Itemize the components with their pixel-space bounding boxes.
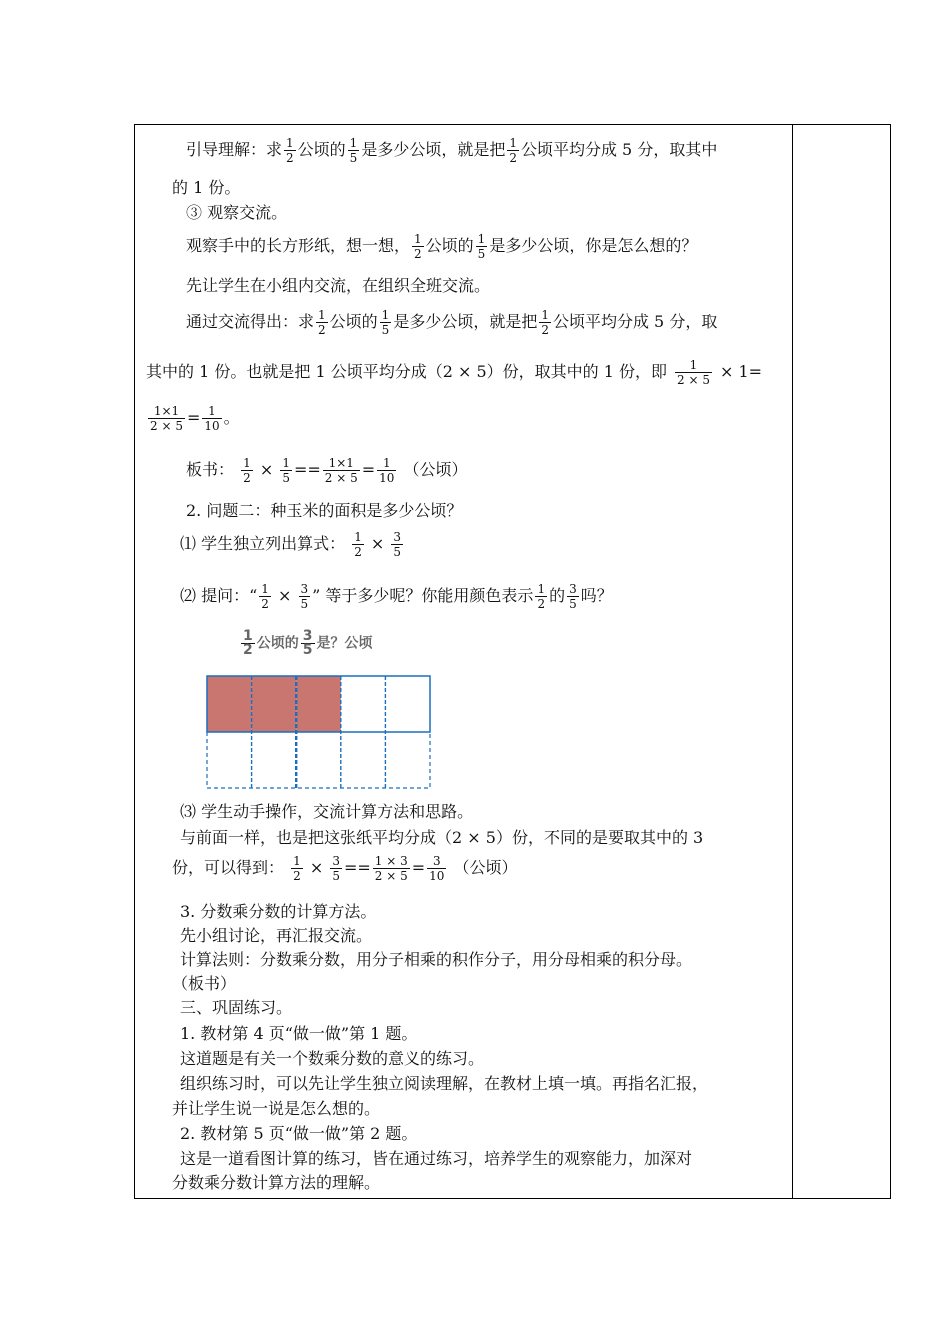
fraction-denominator: 2 <box>286 151 294 165</box>
shaded-cell <box>296 676 341 732</box>
bottom-row-outline <box>207 732 430 788</box>
fraction-denominator: 2 × 5 <box>150 419 183 433</box>
text-line: 这是一道看图计算的练习，皆在通过练习，培养学生的观察能力，加深对 <box>180 1149 693 1168</box>
text-span: × <box>278 586 292 605</box>
text-line: 先让学生在小组内交流，在组织全班交流。 <box>186 276 491 295</box>
fraction <box>373 854 410 883</box>
text-span: 是多少公顷，就是把 <box>361 140 506 159</box>
fraction-numerator: 1×1 <box>148 404 185 419</box>
fraction-denominator: 2 × 5 <box>677 373 710 387</box>
text-line: 与前面一样，也是把这张纸平均分成（2 × 5）份，不同的是要取其中的 3 <box>180 828 704 847</box>
fraction-numerator: 1×1 <box>323 456 360 471</box>
text-span: 其中的 1 份。也就是把 1 公顷平均分成（2 × 5）份，取其中的 1 份，即 <box>146 362 667 381</box>
text-line <box>146 358 762 387</box>
fraction-numerator: 3 <box>302 628 313 644</box>
fraction-numerator: 1 <box>318 308 326 322</box>
fraction-denominator: 5 <box>300 597 309 611</box>
text-span: 吗？ <box>580 586 613 605</box>
text-span: 的 <box>549 586 566 605</box>
fraction-denominator: 2 <box>541 323 549 337</box>
fraction-numerator: 3 <box>427 854 446 869</box>
fraction <box>291 854 303 883</box>
text-span: 是多少公顷，你是怎么想的？ <box>489 236 698 255</box>
text-line: ③ 观察交流。 <box>186 203 288 222</box>
text-line: 并让学生说一说是怎么想的。 <box>172 1099 381 1118</box>
fraction-denominator: 2 <box>243 471 251 485</box>
fraction-numerator: 1 <box>202 404 221 419</box>
fraction <box>316 308 328 337</box>
fraction-numerator: 1 <box>477 232 486 246</box>
fraction-denominator: 5 <box>302 642 313 658</box>
fraction-numerator: 1 <box>537 582 546 596</box>
fraction-denominator: 2 × 5 <box>374 869 408 883</box>
fraction-numerator: 3 <box>332 854 340 868</box>
fraction-numerator: 1 <box>282 456 290 470</box>
fraction <box>675 358 712 387</box>
text-line: 这道题是有关一个数乘分数的意义的练习。 <box>180 1049 485 1068</box>
text-line <box>186 232 697 261</box>
fraction <box>535 582 547 611</box>
fraction-numerator: 1 <box>243 628 253 644</box>
text-span: × 1= <box>719 362 763 381</box>
text-line: 三、巩固练习。 <box>180 998 293 1017</box>
text-span: == <box>343 858 371 877</box>
fraction-denominator: 2 <box>414 247 422 261</box>
text-line <box>186 456 468 485</box>
fraction-numerator: 1 <box>293 854 301 868</box>
text-line: 2. 教材第 5 页“做一做”第 2 题。 <box>180 1124 418 1143</box>
fraction-denominator: 10 <box>204 419 220 433</box>
text-line: 1. 教材第 4 页“做一做”第 1 题。 <box>180 1024 418 1043</box>
text-span: 公顷的 <box>425 236 474 255</box>
text-span: 公顷平均分成 5 分，取 <box>552 312 718 331</box>
fraction <box>476 232 488 261</box>
text-span: 是？公顷 <box>316 635 373 652</box>
fraction <box>348 136 360 165</box>
text-span: = <box>411 858 426 877</box>
text-span: ⑵ 提问：“ <box>180 586 258 605</box>
text-line: 组织练习时，可以先让学生独立阅读理解，在教材上填一填。再指名汇报， <box>180 1074 709 1093</box>
text-line: 先小组讨论，再汇报交流。 <box>180 926 373 945</box>
text-span: 通过交流得出：求 <box>186 312 315 331</box>
fraction <box>148 404 185 433</box>
fraction-denominator: 2 <box>537 597 546 611</box>
fraction-figure <box>206 636 436 796</box>
text-span: 公顷的 <box>297 140 346 159</box>
fraction <box>202 404 221 433</box>
fraction-numerator: 1 <box>381 308 390 322</box>
text-span: 。 <box>223 408 240 427</box>
fraction <box>380 308 392 337</box>
fraction <box>539 308 551 337</box>
text-span: ” 等于多少呢？你能用颜色表示 <box>312 586 534 605</box>
fraction <box>391 530 403 559</box>
figure-cells <box>207 676 341 732</box>
fraction-denominator: 5 <box>393 545 402 559</box>
text-span: 是多少公顷，就是把 <box>393 312 538 331</box>
fraction-numerator: 1 <box>509 136 517 150</box>
text-span: 公顷的 <box>329 312 378 331</box>
fraction-denominator: 2 <box>243 642 253 658</box>
text-span: 公顷的 <box>256 635 299 652</box>
fraction-denominator: 10 <box>379 471 395 485</box>
text-line: （板书） <box>172 974 237 993</box>
text-span: 引导理解：求 <box>186 140 283 159</box>
text-span: = <box>361 460 376 479</box>
text-line <box>186 308 717 337</box>
text-line: 计算法则：分数乘分数，用分子相乘的积作分子，用分母相乘的积分母。 <box>180 950 693 969</box>
shaded-cell <box>207 676 252 732</box>
text-line: $\frac{1\times 1}{2 \times 5}$ = $\frac{1}{10}$ 。 <box>150 404 240 433</box>
fraction <box>567 582 579 611</box>
text-span: 份，可以得到： <box>172 858 285 877</box>
fraction-denominator: 2 <box>509 151 517 165</box>
fraction <box>427 854 446 883</box>
fraction-numerator: 1 <box>377 456 396 471</box>
text-line <box>180 530 405 559</box>
text-span: × <box>309 858 324 877</box>
fraction-numerator: 1 <box>354 530 362 544</box>
fraction <box>323 456 360 485</box>
text-span: × <box>370 534 385 553</box>
fraction <box>352 530 364 559</box>
table-column-divider <box>792 124 793 1199</box>
fraction-numerator: 1 <box>414 232 422 246</box>
fraction-denominator: 5 <box>349 151 358 165</box>
fraction-denominator: 2 <box>354 545 362 559</box>
fraction-denominator: 2 <box>261 597 269 611</box>
text-line: 分数乘分数计算方法的理解。 <box>172 1173 381 1192</box>
text-line: 2. 问题二：种玉米的面积是多少公顷？ <box>186 501 463 520</box>
text-span: == <box>293 460 321 479</box>
text-span: 观察手中的长方形纸，想一想， <box>186 236 411 255</box>
fraction <box>299 582 311 611</box>
fraction-numerator: 1 × 3 <box>374 854 408 868</box>
text-span: 板书： <box>186 460 235 479</box>
fraction-numerator: 1 <box>261 582 269 596</box>
fraction-denominator: 5 <box>282 471 290 485</box>
fraction-numerator: 1 <box>349 136 358 150</box>
text-line: 的 1 份。 <box>172 178 241 197</box>
fraction-denominator: 2 <box>318 323 326 337</box>
fraction-numerator: 3 <box>393 530 402 544</box>
text-line: 3. 分数乘分数的计算方法。 <box>180 902 377 921</box>
fraction <box>259 582 271 611</box>
fraction <box>377 456 396 485</box>
fraction-numerator: 3 <box>569 582 577 596</box>
text-line <box>172 854 518 883</box>
fraction-denominator: 5 <box>332 869 340 883</box>
text-span: ⑴ 学生独立列出算式： <box>180 534 346 553</box>
shaded-cell <box>252 676 297 732</box>
text-line <box>180 582 613 611</box>
fraction-numerator: 1 <box>286 136 294 150</box>
fraction-numerator: 1 <box>243 456 251 470</box>
text-span: × <box>259 460 274 479</box>
fraction-numerator: 1 <box>541 308 549 322</box>
fraction-denominator: 5 <box>477 247 486 261</box>
fraction <box>284 136 296 165</box>
fraction <box>280 456 292 485</box>
fraction-denominator: 2 × 5 <box>324 471 358 485</box>
fraction-denominator: 2 <box>293 869 301 883</box>
fraction-denominator: 5 <box>569 597 577 611</box>
fraction-numerator: 3 <box>300 582 309 596</box>
text-span: （公顷） <box>403 460 468 479</box>
text-line: ⑶ 学生动手操作，交流计算方法和思路。 <box>180 802 474 821</box>
fraction-denominator: 10 <box>429 869 445 883</box>
fraction-denominator: 5 <box>381 323 390 337</box>
fraction <box>241 456 253 485</box>
text-line <box>186 136 717 165</box>
text-span: （公顷） <box>453 858 518 877</box>
fraction-numerator: 1 <box>675 358 712 373</box>
fraction <box>412 232 424 261</box>
fraction <box>507 136 519 165</box>
fraction <box>330 854 342 883</box>
text-span: 公顷平均分成 5 分，取其中 <box>520 140 718 159</box>
